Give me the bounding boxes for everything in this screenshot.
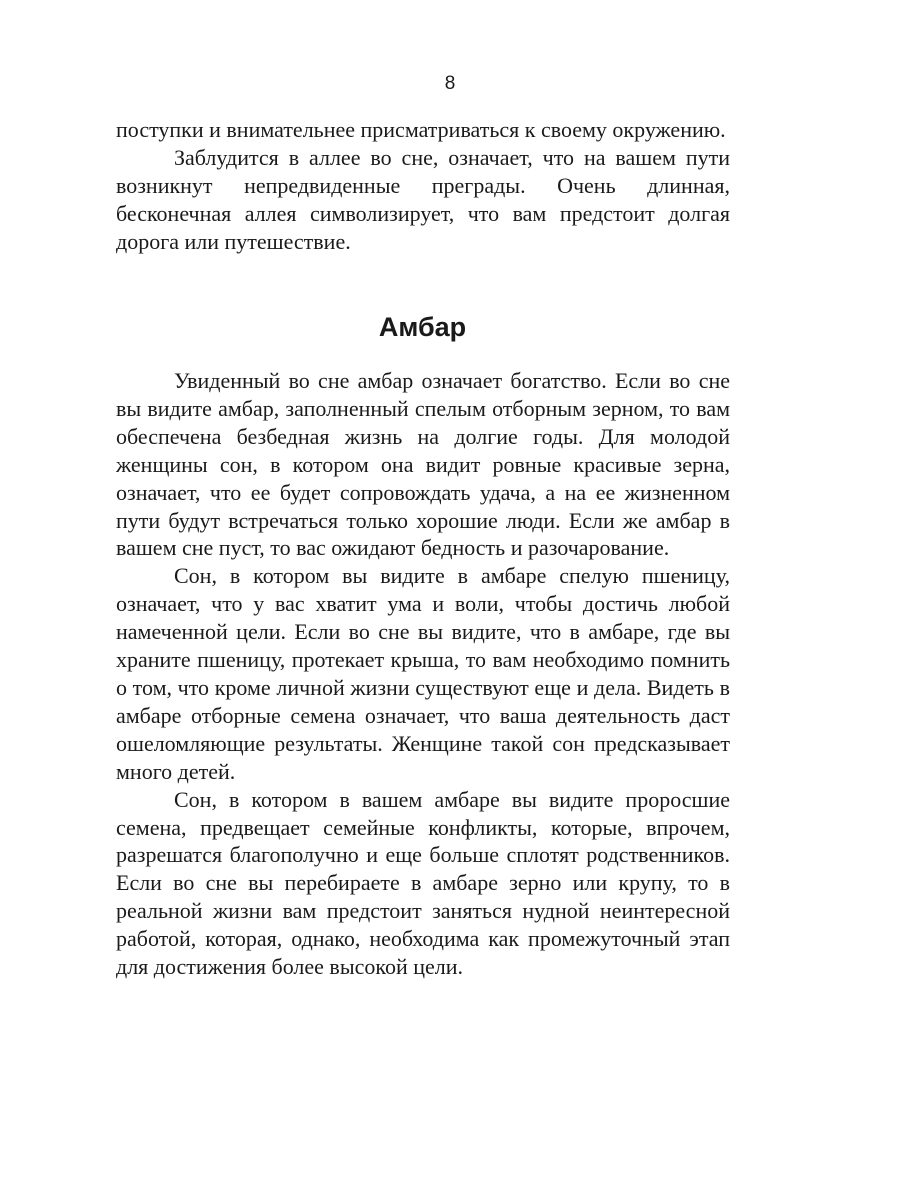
paragraph-barn-seeds: Сон, в котором в вашем амбаре вы видите проросшие семена, предвещает семейные конфликты, которые, впрочем, разрешатся благополучно и еще больше сплотят родственников. Если во сне вы перебираете в амбаре зерно или крупу, то в реальной жизни вам предстоит заняться нудной неинтересной работой, которая, однако, необходима как промежуточный этап для достижения более высокой цели.: [116, 786, 730, 980]
paragraph-continuation: поступки и внимательнее присматриваться к своему окружению.: [116, 117, 726, 142]
section-body: [116, 367, 730, 981]
page-number: 8: [444, 73, 456, 94]
paragraph-alley-dream: Заблудится в аллее во сне, означает, что на вашем пути возникнут непредвиденные преграды. Очень длинная, бесконечная аллея символизирует, что вам предстоит долгая дорога или путешествие.: [116, 144, 730, 254]
continued-text-block: [116, 116, 730, 256]
section-title: Амбар: [378, 312, 467, 342]
paragraph-barn-wealth: Увиденный во сне амбар означает богатство. Если во сне вы видите амбар, заполненный спелым отборным зерном, то вам обеспечена безбедная жизнь на долгие годы. Для молодой женщины сон, в котором она видит ровные красивые зерна, означает, что ее будет сопровождать удача, а на ее жизненном пути будут встречаться только хорошие люди. Если же амбар в вашем сне пуст, то вас ожидают бедность и разочарование.: [116, 368, 730, 561]
paragraph-barn-wheat: Сон, в котором вы видите в амбаре спелую пшеницу, означает, что у вас хватит ума и воли, чтобы достичь любой намеченной цели. Если во сне вы видите, что в амбаре, где вы храните пшеницу, протекает крыша, то вам необходимо помнить о том, что кроме личной жизни существуют еще и дела. Видеть в амбаре отборные семена означает, что ваша деятельность даст ошеломляющие результаты. Женщине такой сон предсказывает много детей.: [116, 563, 730, 784]
